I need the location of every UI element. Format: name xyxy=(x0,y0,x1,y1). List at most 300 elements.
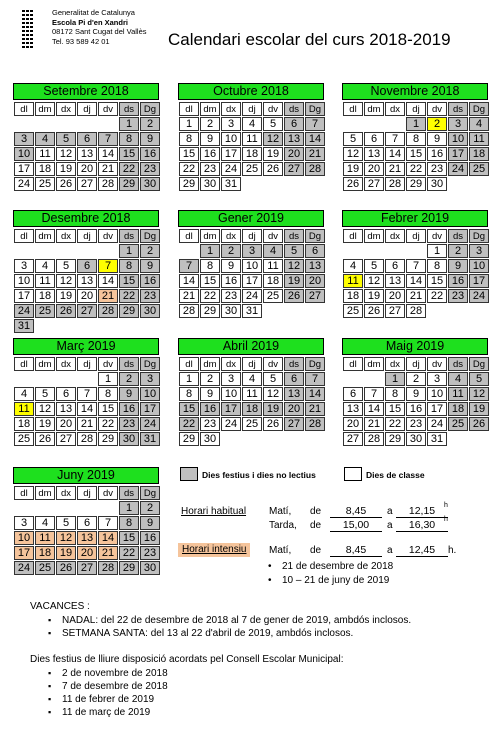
weekday-header: dx xyxy=(56,229,76,243)
list-item: ▪ 2 de novembre de 2018 xyxy=(62,667,168,680)
tarda-to: 16,30 xyxy=(396,519,448,532)
day-cell: 3 xyxy=(221,117,241,131)
page-title: Calendari escolar del curs 2018-2019 xyxy=(168,30,451,49)
empty-cell xyxy=(385,117,405,131)
lliure-title: Dies festius de lliure disposició acordats pel Consell Escolar Municipal: xyxy=(30,654,344,665)
day-cell: 4 xyxy=(469,117,489,131)
month-title: Gener 2019 xyxy=(178,210,324,227)
day-cell: 27 xyxy=(364,177,384,191)
month-title: Març 2019 xyxy=(13,338,159,355)
day-cell: 19 xyxy=(263,402,283,416)
legend-classe-label: Dies de classe xyxy=(366,470,425,480)
weekday-header: dj xyxy=(77,102,97,116)
day-cell: 18 xyxy=(35,289,55,303)
day-cell: 12 xyxy=(263,132,283,146)
weekday-header: dv xyxy=(427,229,447,243)
day-cell: 5 xyxy=(56,516,76,530)
day-cell: 21 xyxy=(305,402,325,416)
day-cell: 6 xyxy=(284,117,304,131)
day-cell: 6 xyxy=(343,387,363,401)
mati-label: Matí, xyxy=(269,506,292,517)
month-block xyxy=(342,83,488,191)
empty-cell xyxy=(406,244,426,258)
day-cell: 25 xyxy=(35,177,55,191)
day-cell: 7 xyxy=(364,387,384,401)
day-cell: 31 xyxy=(427,432,447,446)
day-cell: 30 xyxy=(406,432,426,446)
month-block xyxy=(13,338,159,446)
empty-cell xyxy=(35,501,55,515)
day-cell: 20 xyxy=(385,289,405,303)
empty-cell xyxy=(77,117,97,131)
vacances-list xyxy=(62,614,411,640)
day-cell: 13 xyxy=(364,147,384,161)
day-cell: 23 xyxy=(448,289,468,303)
month-block xyxy=(13,83,159,191)
day-cell: 11 xyxy=(448,387,468,401)
day-cell: 29 xyxy=(179,177,199,191)
day-cell: 13 xyxy=(77,274,97,288)
day-cell: 26 xyxy=(263,162,283,176)
month-grid xyxy=(178,102,324,191)
day-cell: 6 xyxy=(385,259,405,273)
weekday-header: dj xyxy=(406,102,426,116)
day-cell: 8 xyxy=(119,259,139,273)
day-cell: 6 xyxy=(364,132,384,146)
day-cell: 11 xyxy=(242,132,262,146)
weekday-header: dj xyxy=(242,357,262,371)
day-cell: 10 xyxy=(221,132,241,146)
day-cell: 23 xyxy=(119,417,139,431)
intensiu-to: 12,45 xyxy=(396,544,448,557)
day-cell: 22 xyxy=(406,162,426,176)
day-cell: 15 xyxy=(119,274,139,288)
weekday-header: Dg xyxy=(469,102,489,116)
day-cell: 22 xyxy=(179,162,199,176)
day-cell: 23 xyxy=(140,289,160,303)
month-block xyxy=(178,210,324,318)
day-cell: 30 xyxy=(427,177,447,191)
day-cell: 12 xyxy=(364,274,384,288)
day-cell: 8 xyxy=(98,387,118,401)
day-cell: 14 xyxy=(406,274,426,288)
day-cell: 22 xyxy=(119,162,139,176)
day-cell: 21 xyxy=(98,162,118,176)
empty-cell xyxy=(385,244,405,258)
day-cell: 14 xyxy=(364,402,384,416)
day-cell: 30 xyxy=(140,304,160,318)
day-cell: 6 xyxy=(77,132,97,146)
day-cell: 11 xyxy=(14,402,34,416)
day-cell: 26 xyxy=(56,561,76,575)
day-cell: 25 xyxy=(242,162,262,176)
day-cell: 5 xyxy=(35,387,55,401)
day-cell: 26 xyxy=(56,304,76,318)
day-cell: 15 xyxy=(98,402,118,416)
day-cell: 10 xyxy=(14,147,34,161)
day-cell: 27 xyxy=(385,304,405,318)
day-cell: 12 xyxy=(56,147,76,161)
day-cell: 3 xyxy=(469,244,489,258)
day-cell: 18 xyxy=(35,546,55,560)
weekday-header: dx xyxy=(56,486,76,500)
a-label-2: a xyxy=(387,520,393,531)
list-item: ▪ 11 de març de 2019 xyxy=(62,706,168,719)
day-cell: 13 xyxy=(284,387,304,401)
weekday-header: dl xyxy=(179,357,199,371)
day-cell: 8 xyxy=(119,132,139,146)
weekday-header: dv xyxy=(263,229,283,243)
day-cell: 5 xyxy=(263,372,283,386)
weekday-header: dv xyxy=(427,357,447,371)
day-cell: 17 xyxy=(242,274,262,288)
empty-cell xyxy=(14,244,34,258)
day-cell: 16 xyxy=(140,531,160,545)
day-cell: 9 xyxy=(200,132,220,146)
school-line-2: Escola Pi d'en Xandri xyxy=(52,17,128,27)
day-cell: 25 xyxy=(263,289,283,303)
day-cell: 16 xyxy=(427,147,447,161)
weekday-header: ds xyxy=(284,357,304,371)
empty-cell xyxy=(77,244,97,258)
school-line-4: Tel. 93 589 42 01 xyxy=(52,36,110,46)
day-cell: 28 xyxy=(305,162,325,176)
horari-intensiu-box xyxy=(178,543,250,557)
day-cell: 17 xyxy=(427,402,447,416)
day-cell: 10 xyxy=(14,531,34,545)
month-grid xyxy=(342,357,488,446)
day-cell: 6 xyxy=(284,372,304,386)
day-cell: 27 xyxy=(77,304,97,318)
day-cell: 4 xyxy=(242,372,262,386)
day-cell: 26 xyxy=(284,289,304,303)
day-cell: 13 xyxy=(343,402,363,416)
day-cell: 4 xyxy=(448,372,468,386)
weekday-header: dm xyxy=(35,102,55,116)
weekday-header: Dg xyxy=(140,486,160,500)
day-cell: 25 xyxy=(35,561,55,575)
day-cell: 15 xyxy=(119,531,139,545)
list-item: ▪ 11 de febrer de 2019 xyxy=(62,693,168,706)
day-cell: 20 xyxy=(305,274,325,288)
day-cell: 30 xyxy=(119,432,139,446)
weekday-header: ds xyxy=(119,102,139,116)
day-cell: 10 xyxy=(427,387,447,401)
weekday-header: dm xyxy=(200,229,220,243)
empty-cell xyxy=(364,117,384,131)
month-title: Febrer 2019 xyxy=(342,210,488,227)
day-cell: 19 xyxy=(263,147,283,161)
day-cell: 11 xyxy=(35,147,55,161)
day-cell: 9 xyxy=(448,259,468,273)
day-cell: 29 xyxy=(119,304,139,318)
month-title: Desembre 2018 xyxy=(13,210,159,227)
day-cell: 22 xyxy=(385,417,405,431)
day-cell: 3 xyxy=(14,132,34,146)
empty-cell xyxy=(56,501,76,515)
day-cell: 28 xyxy=(98,177,118,191)
day-cell: 1 xyxy=(406,117,426,131)
day-cell: 14 xyxy=(305,132,325,146)
tarda-label: Tarda, xyxy=(269,520,297,531)
day-cell: 17 xyxy=(14,289,34,303)
day-cell: 24 xyxy=(469,289,489,303)
month-grid xyxy=(342,229,488,318)
day-cell: 20 xyxy=(284,402,304,416)
day-cell: 3 xyxy=(14,259,34,273)
weekday-header: ds xyxy=(448,357,468,371)
day-cell: 13 xyxy=(77,531,97,545)
lliure-list xyxy=(62,667,168,719)
day-cell: 14 xyxy=(385,147,405,161)
day-cell: 2 xyxy=(140,244,160,258)
day-cell: 23 xyxy=(406,417,426,431)
day-cell: 15 xyxy=(200,274,220,288)
de-label: de xyxy=(310,506,322,517)
day-cell: 19 xyxy=(343,162,363,176)
day-cell: 5 xyxy=(284,244,304,258)
day-cell: 12 xyxy=(284,259,304,273)
day-cell: 24 xyxy=(221,417,241,431)
weekday-header: dl xyxy=(14,486,34,500)
list-item: ▪ SETMANA SANTA: del 13 al 22 d'abril de 2019, ambdós inclosos. xyxy=(62,627,411,640)
day-cell: 2 xyxy=(406,372,426,386)
weekday-header: dm xyxy=(35,486,55,500)
day-cell: 22 xyxy=(119,289,139,303)
day-cell: 19 xyxy=(364,289,384,303)
day-cell: 1 xyxy=(119,501,139,515)
day-cell: 26 xyxy=(343,177,363,191)
weekday-header: Dg xyxy=(469,357,489,371)
day-cell: 28 xyxy=(77,432,97,446)
day-cell: 4 xyxy=(35,132,55,146)
day-cell: 27 xyxy=(56,432,76,446)
weekday-header: dj xyxy=(77,357,97,371)
horari-intensiu-label: Horari intensiu xyxy=(182,544,247,555)
day-cell: 20 xyxy=(364,162,384,176)
day-cell: 11 xyxy=(469,132,489,146)
day-cell: 7 xyxy=(179,259,199,273)
day-cell: 30 xyxy=(140,177,160,191)
day-cell: 7 xyxy=(77,387,97,401)
school-info xyxy=(52,8,147,46)
generalitat-logo-icon xyxy=(22,10,33,48)
day-cell: 5 xyxy=(364,259,384,273)
day-cell: 9 xyxy=(427,132,447,146)
day-cell: 3 xyxy=(427,372,447,386)
day-cell: 24 xyxy=(140,417,160,431)
day-cell: 14 xyxy=(77,402,97,416)
day-cell: 30 xyxy=(200,432,220,446)
day-cell: 6 xyxy=(56,387,76,401)
day-cell: 23 xyxy=(221,289,241,303)
day-cell: 18 xyxy=(14,417,34,431)
day-cell: 3 xyxy=(221,372,241,386)
empty-cell xyxy=(14,117,34,131)
day-cell: 10 xyxy=(242,259,262,273)
day-cell: 5 xyxy=(343,132,363,146)
day-cell: 1 xyxy=(179,372,199,386)
day-cell: 5 xyxy=(56,132,76,146)
weekday-header: dv xyxy=(427,102,447,116)
day-cell: 20 xyxy=(284,147,304,161)
day-cell: 8 xyxy=(406,132,426,146)
day-cell: 9 xyxy=(200,387,220,401)
day-cell: 31 xyxy=(14,319,34,333)
day-cell: 24 xyxy=(221,162,241,176)
day-cell: 24 xyxy=(448,162,468,176)
day-cell: 26 xyxy=(364,304,384,318)
day-cell: 20 xyxy=(77,289,97,303)
day-cell: 14 xyxy=(179,274,199,288)
day-cell: 30 xyxy=(140,561,160,575)
day-cell: 8 xyxy=(179,387,199,401)
day-cell: 24 xyxy=(427,417,447,431)
month-grid xyxy=(178,229,324,318)
day-cell: 2 xyxy=(140,117,160,131)
month-title: Novembre 2018 xyxy=(342,83,488,100)
day-cell: 7 xyxy=(98,516,118,530)
empty-cell xyxy=(364,372,384,386)
weekday-header: dv xyxy=(98,229,118,243)
weekday-header: dx xyxy=(221,357,241,371)
day-cell: 31 xyxy=(140,432,160,446)
day-cell: 3 xyxy=(242,244,262,258)
intensiu-date: • 10 – 21 de juny de 2019 xyxy=(282,574,393,588)
month-grid xyxy=(342,102,488,191)
weekday-header: ds xyxy=(119,229,139,243)
weekday-header: Dg xyxy=(469,229,489,243)
h-label-3: h. xyxy=(448,545,457,556)
day-cell: 19 xyxy=(56,162,76,176)
day-cell: 29 xyxy=(200,304,220,318)
weekday-header: dl xyxy=(343,102,363,116)
day-cell: 27 xyxy=(77,561,97,575)
day-cell: 13 xyxy=(385,274,405,288)
weekday-header: Dg xyxy=(140,357,160,371)
day-cell: 27 xyxy=(305,289,325,303)
day-cell: 22 xyxy=(427,289,447,303)
day-cell: 2 xyxy=(200,117,220,131)
day-cell: 29 xyxy=(406,177,426,191)
intensiu-from: 8,45 xyxy=(330,544,382,557)
day-cell: 11 xyxy=(263,259,283,273)
day-cell: 19 xyxy=(56,546,76,560)
day-cell: 4 xyxy=(35,259,55,273)
day-cell: 17 xyxy=(140,402,160,416)
weekday-header: Dg xyxy=(305,357,325,371)
day-cell: 16 xyxy=(200,147,220,161)
day-cell: 15 xyxy=(179,147,199,161)
day-cell: 26 xyxy=(469,417,489,431)
empty-cell xyxy=(343,372,363,386)
day-cell: 20 xyxy=(77,546,97,560)
day-cell: 24 xyxy=(242,289,262,303)
day-cell: 3 xyxy=(448,117,468,131)
weekday-header: dl xyxy=(343,357,363,371)
day-cell: 17 xyxy=(448,147,468,161)
weekday-header: dx xyxy=(221,229,241,243)
day-cell: 21 xyxy=(179,289,199,303)
weekday-header: dx xyxy=(385,357,405,371)
weekday-header: dj xyxy=(242,229,262,243)
empty-cell xyxy=(77,501,97,515)
weekday-header: dl xyxy=(179,229,199,243)
day-cell: 3 xyxy=(140,372,160,386)
day-cell: 30 xyxy=(221,304,241,318)
weekday-header: Dg xyxy=(305,229,325,243)
weekday-header: dl xyxy=(14,229,34,243)
weekday-header: dl xyxy=(179,102,199,116)
day-cell: 10 xyxy=(140,387,160,401)
day-cell: 11 xyxy=(35,274,55,288)
day-cell: 23 xyxy=(140,162,160,176)
empty-cell xyxy=(77,372,97,386)
day-cell: 15 xyxy=(119,147,139,161)
month-block xyxy=(178,83,324,191)
day-cell: 12 xyxy=(263,387,283,401)
mati-to: 12,15 xyxy=(396,505,448,518)
day-cell: 25 xyxy=(14,432,34,446)
weekday-header: ds xyxy=(119,357,139,371)
day-cell: 15 xyxy=(179,402,199,416)
month-block xyxy=(13,467,159,575)
day-cell: 1 xyxy=(179,117,199,131)
weekday-header: Dg xyxy=(305,102,325,116)
day-cell: 2 xyxy=(221,244,241,258)
day-cell: 25 xyxy=(343,304,363,318)
day-cell: 11 xyxy=(242,387,262,401)
day-cell: 24 xyxy=(14,561,34,575)
day-cell: 21 xyxy=(77,417,97,431)
weekday-header: dm xyxy=(35,229,55,243)
day-cell: 21 xyxy=(98,289,118,303)
day-cell: 11 xyxy=(35,531,55,545)
day-cell: 9 xyxy=(406,387,426,401)
empty-cell xyxy=(56,244,76,258)
day-cell: 16 xyxy=(119,402,139,416)
day-cell: 26 xyxy=(35,432,55,446)
day-cell: 17 xyxy=(469,274,489,288)
weekday-header: ds xyxy=(448,229,468,243)
day-cell: 29 xyxy=(385,432,405,446)
day-cell: 7 xyxy=(305,372,325,386)
weekday-header: ds xyxy=(284,102,304,116)
day-cell: 28 xyxy=(98,304,118,318)
weekday-header: dx xyxy=(385,102,405,116)
day-cell: 4 xyxy=(343,259,363,273)
h-label-2: h xyxy=(444,516,448,523)
day-cell: 15 xyxy=(406,147,426,161)
day-cell: 17 xyxy=(14,546,34,560)
list-item: ▪ NADAL: del 22 de desembre de 2018 al 7 de gener de 2019, ambdós inclosos. xyxy=(62,614,411,627)
day-cell: 1 xyxy=(200,244,220,258)
day-cell: 29 xyxy=(119,561,139,575)
weekday-header: Dg xyxy=(140,229,160,243)
day-cell: 25 xyxy=(448,417,468,431)
day-cell: 22 xyxy=(200,289,220,303)
weekday-header: dj xyxy=(77,229,97,243)
day-cell: 31 xyxy=(242,304,262,318)
month-block xyxy=(342,338,488,446)
day-cell: 16 xyxy=(448,274,468,288)
month-title: Setembre 2018 xyxy=(13,83,159,100)
weekday-header: dv xyxy=(98,357,118,371)
day-cell: 7 xyxy=(406,259,426,273)
day-cell: 1 xyxy=(98,372,118,386)
day-cell: 12 xyxy=(469,387,489,401)
a-label: a xyxy=(387,506,393,517)
